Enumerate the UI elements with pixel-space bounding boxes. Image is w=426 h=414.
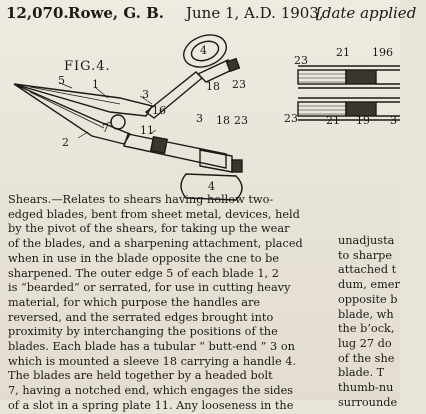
end-screw [232, 160, 242, 172]
patent-figure [0, 26, 400, 198]
patent-number: 12,070. [6, 4, 69, 22]
abstract-line: which is mounted a sleeve 18 carrying a handle 4. [8, 354, 297, 368]
label-3-section: 3 [390, 114, 397, 127]
label-7: 7 [102, 122, 109, 135]
abstract-line: by the pivot of the shears, for taking up the wear [8, 222, 290, 236]
lower-blade-edge [30, 92, 104, 128]
section-upper-nut [346, 70, 376, 84]
abstract-line: of the blades, and a sharpening attachment, placed [8, 237, 303, 251]
figure-title: FIG.4. [64, 59, 111, 74]
label-11: 11 [140, 124, 154, 137]
abstract-line: when in use in the blade opposite the cne to be [8, 251, 280, 265]
right-column-line: lug 27 do [338, 336, 392, 350]
sleeve-18 [200, 150, 232, 172]
abstract-line: Shears.—Relates to shears having hollow two- [8, 193, 274, 206]
abstract-line: is “bearded” or serrated, for use in cutting heavy [8, 281, 291, 295]
abstract-line: reversed, and the serrated edges brought into [8, 310, 274, 324]
applicant-name: Rowe, G. B. [68, 4, 164, 22]
sleeve-collar [151, 137, 167, 153]
abstract-line: sharpened. The outer edge 5 of each blade 1, 2 [8, 266, 279, 280]
label-1: 1 [92, 78, 99, 91]
abstract-line: blades. Each blade has a tubular “ butt-end ” 3 on [8, 340, 295, 354]
right-column-text [338, 234, 408, 410]
label-3-lower: 3 [196, 112, 203, 125]
right-column-line: attached t [338, 263, 397, 277]
label-23-upper: 23 [232, 78, 246, 91]
label-2: 2 [62, 136, 69, 149]
label-19-upper: 19 [372, 46, 386, 59]
right-column-line: blade, wh [338, 307, 394, 321]
label-21-lower: 21 [326, 114, 340, 127]
date-applied-note: [date applied [316, 4, 417, 22]
label-21-upper: 21 [336, 46, 350, 59]
abstract-line: material, for which purpose the handles are [8, 295, 261, 309]
butt-end-tube [124, 134, 226, 168]
patent-date: June 1, A.D. 1903, [186, 4, 324, 22]
abstract-line: proximity by interchanging the positions of the [8, 325, 278, 339]
abstract-line: of a slot in a spring plate 11. Any looseness in the [8, 398, 294, 412]
abstract-line: 7, having a notched end, which engages the sides [8, 384, 294, 398]
upper-blade [14, 84, 152, 116]
label-23-lower: 23 [234, 114, 248, 127]
right-column-line: dum, emer [338, 278, 400, 292]
label-4-upper: 4 [200, 44, 207, 57]
pivot-bolt [111, 115, 125, 129]
label-5: 5 [58, 74, 65, 87]
section-figure [298, 66, 400, 120]
label-6: 6 [386, 46, 393, 59]
right-column-line: opposite b [338, 292, 398, 306]
right-column-line: of the she [338, 351, 395, 365]
right-column-line: blade. T [338, 366, 385, 380]
abstract-line: The blades are held together by a headed bolt [8, 369, 273, 383]
right-column-line: unadjusta [338, 234, 395, 247]
right-column-line: thumb-nu [338, 381, 394, 395]
right-column-line: surrounde [338, 395, 398, 409]
shears-drawing [0, 26, 400, 198]
label-16: 16 [152, 104, 166, 117]
label-19-lower: 19 [356, 114, 370, 127]
label-3-upper: 3 [142, 88, 149, 101]
label-23-section-upper: 23 [294, 54, 308, 67]
label-18-lower: 18 [216, 114, 230, 127]
label-4-lower: 4 [208, 180, 215, 193]
label-23-section-lower: 23 [284, 112, 298, 125]
right-column-line: to sharpe [338, 248, 393, 262]
page-header [6, 4, 426, 24]
patent-abstract [8, 193, 328, 414]
label-18-upper: 18 [206, 80, 220, 93]
abstract-line: edged blades, bent from sheet metal, devices, held [8, 207, 300, 221]
right-column-line: the b’ock, [338, 322, 395, 336]
